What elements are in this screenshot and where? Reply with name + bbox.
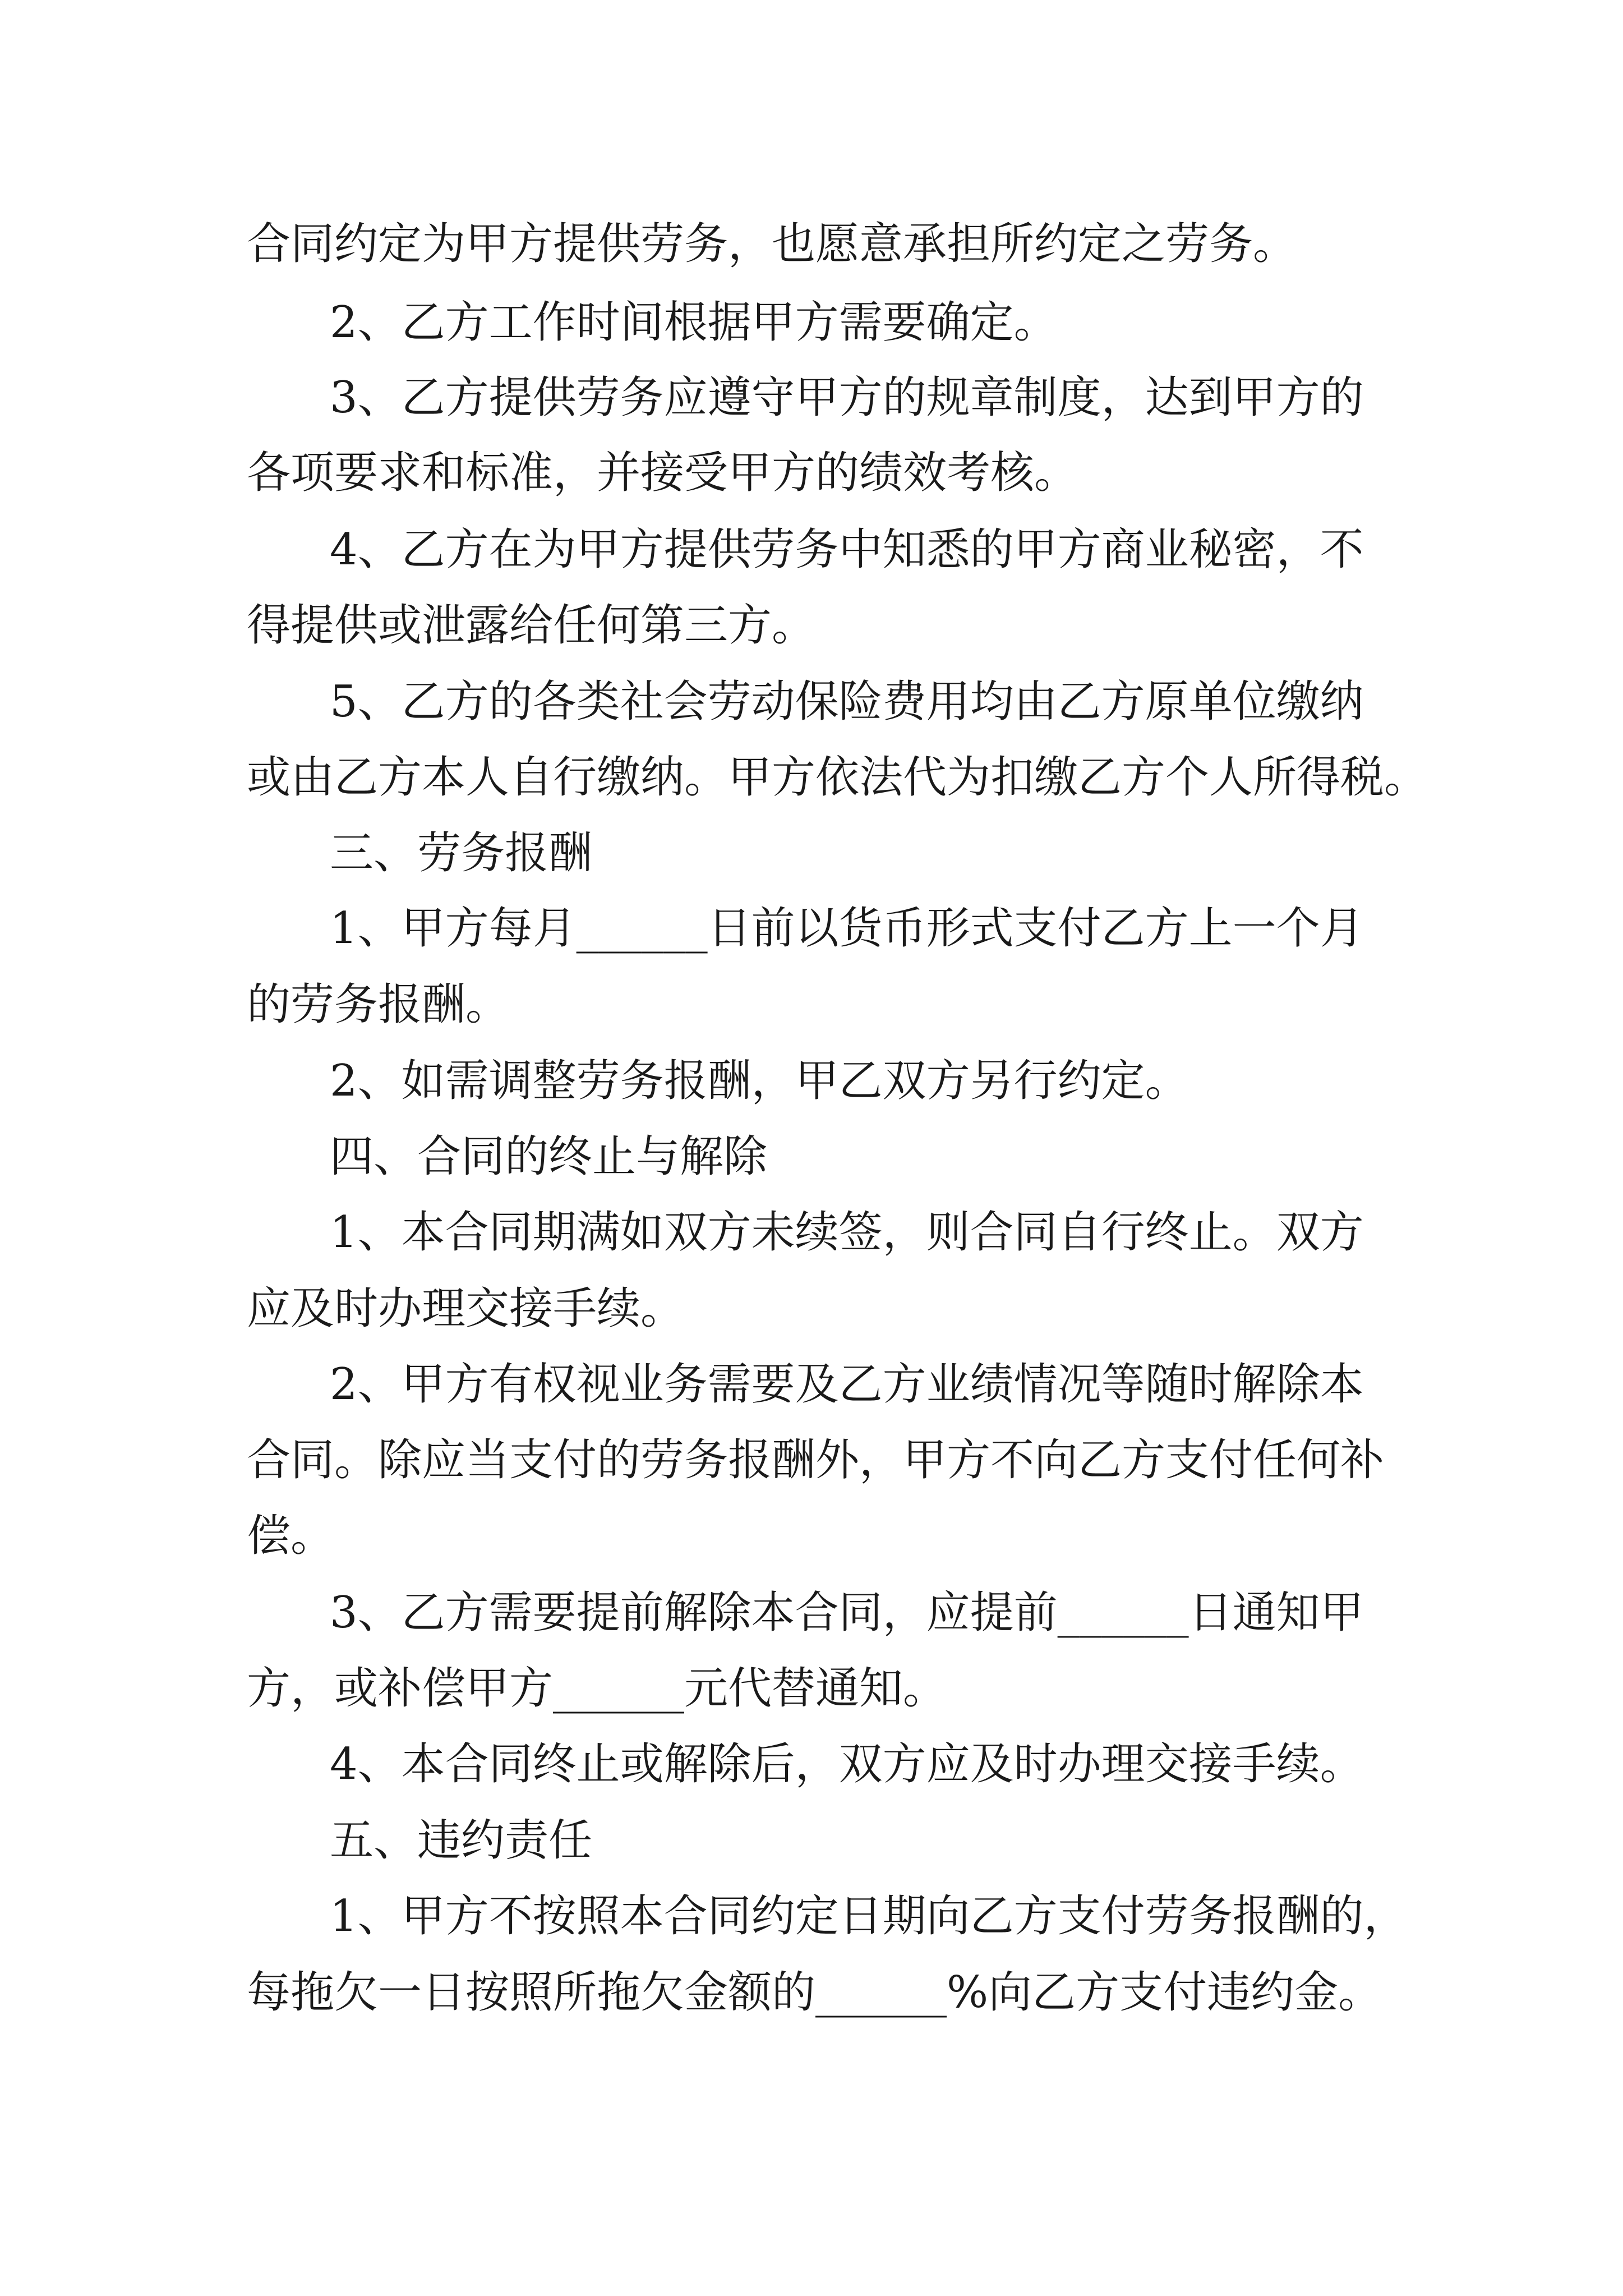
paragraph-line: 合同约定为甲方提供劳务，也愿意承担所约定之劳务。 <box>247 219 1297 269</box>
paragraph-line: 偿。 <box>247 1511 335 1561</box>
clause-line: 5、乙方的各类社会劳动保险费用均由乙方原单位缴纳 <box>330 677 1364 727</box>
paragraph-line: 应及时办理交接手续。 <box>247 1283 685 1334</box>
paragraph-line: 方，或补偿甲方______元代替通知。 <box>247 1663 947 1714</box>
clause-line: 2、乙方工作时间根据甲方需要确定。 <box>330 297 1058 348</box>
clause-line: 2、如需调整劳务报酬，甲乙双方另行约定。 <box>330 1056 1189 1106</box>
paragraph-line: 各项要求和标准，并接受甲方的绩效考核。 <box>247 448 1078 498</box>
clause-line: 2、甲方有权视业务需要及乙方业绩情况等随时解除本 <box>330 1359 1364 1410</box>
clause-line: 3、乙方提供劳务应遵守甲方的规章制度，达到甲方的 <box>330 372 1364 423</box>
clause-line: 1、甲方不按照本合同约定日期向乙方支付劳务报酬的， <box>330 1891 1408 1941</box>
section-heading: 五、违约责任 <box>330 1815 593 1866</box>
section-heading: 三、劳务报酬 <box>330 828 593 878</box>
clause-line: 1、本合同期满如双方未续签，则合同自行终止。双方 <box>330 1207 1364 1258</box>
paragraph-line: 的劳务报酬。 <box>247 979 510 1030</box>
paragraph-line: 或由乙方本人自行缴纳。甲方依法代为扣缴乙方个人所得税。 <box>247 752 1428 803</box>
paragraph-line: 合同。除应当支付的劳务报酬外，甲方不向乙方支付任何补 <box>247 1435 1385 1485</box>
clause-line: 1、甲方每月______日前以货币形式支付乙方上一个月 <box>330 903 1364 954</box>
clause-line: 4、乙方在为甲方提供劳务中知悉的甲方商业秘密，不 <box>330 524 1364 575</box>
paragraph-line: 每拖欠一日按照所拖欠金额的______%向乙方支付违约金。 <box>247 1967 1382 2018</box>
clause-line: 3、乙方需要提前解除本合同，应提前______日通知甲 <box>330 1588 1364 1638</box>
paragraph-line: 得提供或泄露给任何第三方。 <box>247 600 816 651</box>
section-heading: 四、合同的终止与解除 <box>330 1131 768 1182</box>
clause-line: 4、本合同终止或解除后，双方应及时办理交接手续。 <box>330 1739 1364 1789</box>
